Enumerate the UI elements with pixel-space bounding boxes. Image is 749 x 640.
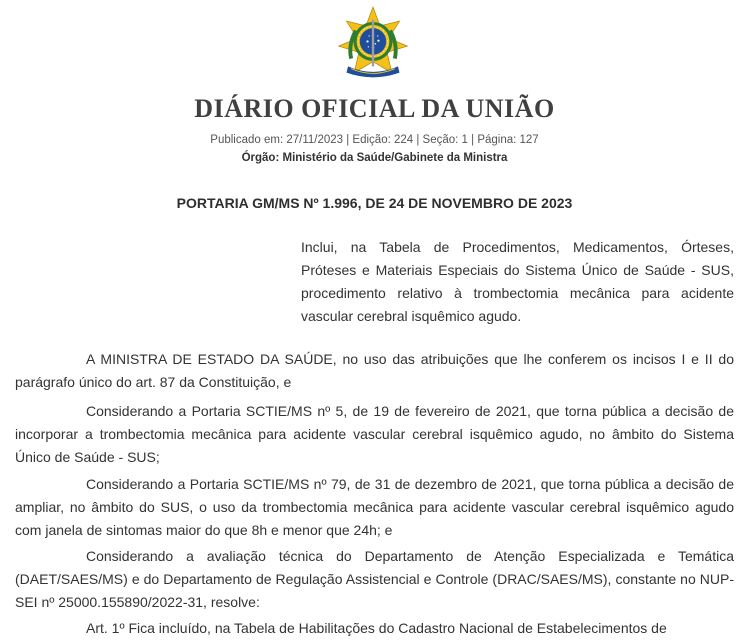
portaria-title: PORTARIA GM/MS Nº 1.996, DE 24 DE NOVEMBRO DE 2023 bbox=[176, 195, 573, 211]
body-paragraph: A MINISTRA DE ESTADO DA SAÚDE, no uso das atribuições que lhe conferem os incisos I e II do parágrafo único do art. 87 da Constituição, e bbox=[15, 351, 734, 390]
body-paragraph: Considerando a Portaria SCTIE/MS nº 5, de 19 de fevereiro de 2021, que torna pública a decisão de incorporar a trombectomia mecânica para acidente vascular cerebral isquêmico agudo, no âmbito do Sistema Único de Saúde - SUS; bbox=[15, 403, 734, 465]
body-paragraph: Considerando a Portaria SCTIE/MS nº 79, de 31 de dezembro de 2021, que torna pública a decisão de ampliar, no âmbito do SUS, o uso da trombectomia mecânica para acidente vascular cerebral isquêmico agudo com janela de sintomas maior do que 8h e menor que 24h; e bbox=[15, 476, 734, 538]
publication-info: Publicado em: 27/11/2023 | Edição: 224 | Seção: 1 | Página: 127 bbox=[210, 134, 539, 146]
ementa-text: Inclui, na Tabela de Procedimentos, Medicamentos, Órteses, Próteses e Materiais Especiais do Sistema Único de Saúde - SUS, procedimento relativo à trombectomia mecânica para acidente vascular cerebral isquêmico agudo. bbox=[301, 239, 734, 324]
orgao-value: Ministério da Saúde/Gabinete da Ministra bbox=[282, 152, 508, 164]
orgao-label: Órgão: bbox=[241, 152, 280, 164]
newspaper-title: DIÁRIO OFICIAL DA UNIÃO bbox=[194, 94, 555, 123]
body-paragraph: Considerando a avaliação técnica do Departamento de Atenção Especializada e Temática (DAET/SAES/MS) e do Departamento de Regulação Assistencial e Controle (DRAC/SAES/MS), constante no NUP-SEI nº 25000.155890/2022-31, resolve: bbox=[15, 548, 734, 610]
brazil-coat-of-arms-emblem bbox=[334, 4, 412, 82]
body-paragraph: Art. 1º Fica incluído, na Tabela de Habilitações do Cadastro Nacional de Estabelecimentos de bbox=[86, 620, 667, 636]
orgao-line bbox=[0, 152, 749, 164]
